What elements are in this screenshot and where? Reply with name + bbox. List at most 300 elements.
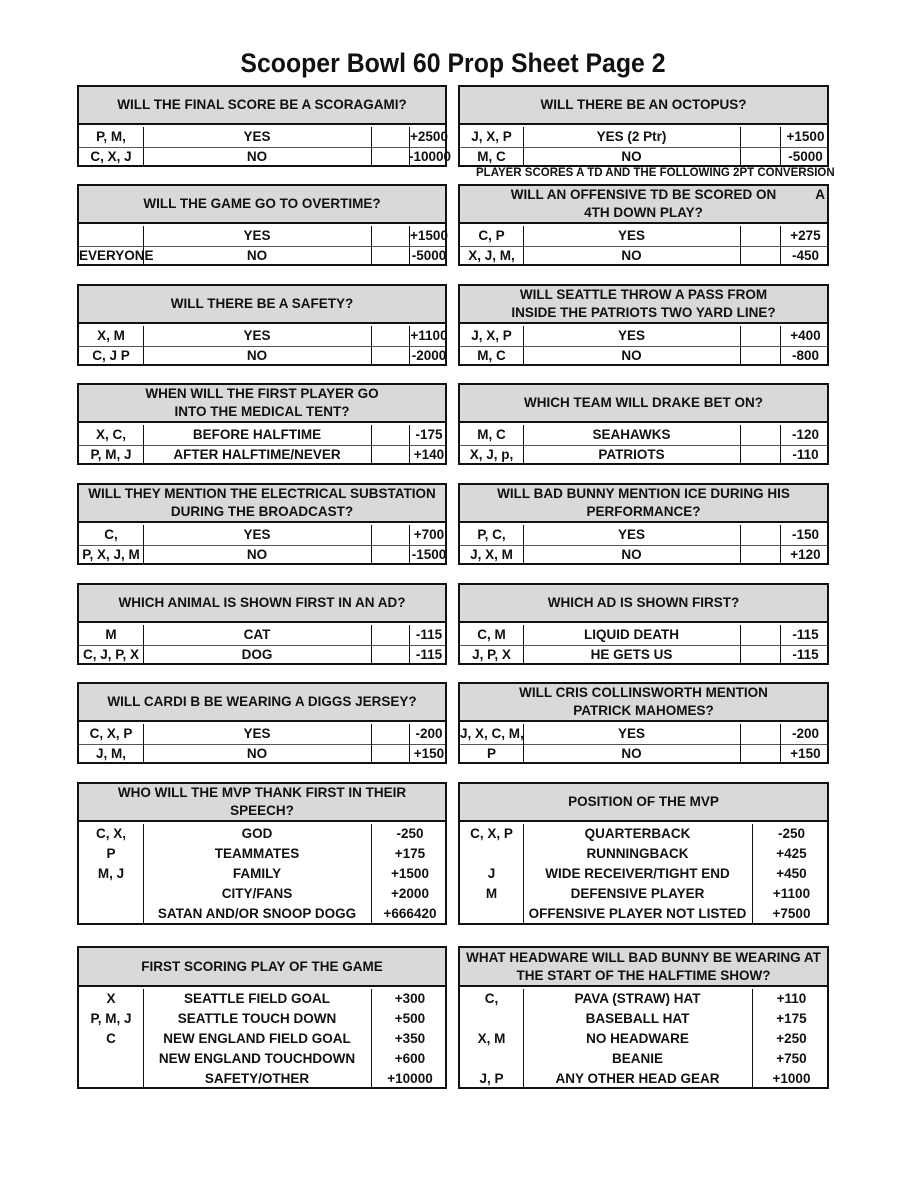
prop-row bbox=[460, 1049, 827, 1069]
prop-15 bbox=[77, 782, 447, 925]
question-line: WILL CARDI B BE WEARING A DIGGS JERSEY? bbox=[107, 694, 417, 709]
row-props: C, X, P bbox=[470, 826, 513, 841]
question-text bbox=[141, 958, 383, 976]
row-props: P, M, J bbox=[90, 447, 132, 462]
question-line: DURING THE BROADCAST? bbox=[170, 504, 354, 519]
question-line: INTO THE MEDICAL TENT? bbox=[174, 404, 350, 419]
row-props: C, X, bbox=[95, 826, 126, 841]
prop-question bbox=[79, 784, 445, 822]
question-text bbox=[568, 793, 719, 811]
column-divider bbox=[371, 824, 372, 923]
row-odds: +1500 bbox=[391, 866, 429, 881]
prop-row bbox=[460, 346, 827, 366]
row-props: P, X, J, M bbox=[82, 547, 140, 562]
row-odds: +175 bbox=[776, 1011, 807, 1026]
prop-question bbox=[79, 485, 445, 523]
row-odds: -200 bbox=[791, 726, 820, 741]
row-blank bbox=[740, 127, 780, 147]
prop-question bbox=[460, 784, 827, 822]
row-props: C bbox=[106, 1031, 116, 1046]
column-divider bbox=[523, 824, 524, 923]
prop-row bbox=[460, 525, 827, 546]
column-divider bbox=[409, 326, 410, 364]
row-props: X, J, M, bbox=[468, 248, 515, 263]
prop-row bbox=[79, 744, 445, 764]
question-text bbox=[85, 784, 439, 820]
column-divider bbox=[740, 625, 741, 663]
prop-row bbox=[79, 147, 452, 167]
row-blank bbox=[371, 625, 409, 645]
row-odds: +350 bbox=[394, 1031, 426, 1046]
row-props: X, M bbox=[477, 1031, 506, 1046]
prop-row bbox=[79, 904, 445, 924]
column-divider bbox=[371, 625, 372, 663]
prop-7 bbox=[77, 383, 447, 465]
question-text bbox=[107, 693, 416, 711]
prop-9 bbox=[77, 483, 447, 565]
page-title: Scooper Bowl 60 Prop Sheet Page 2 bbox=[240, 48, 666, 78]
prop-question bbox=[79, 87, 445, 125]
column-divider bbox=[752, 824, 753, 923]
prop-row bbox=[79, 127, 448, 148]
question-line: WILL THE GAME GO TO OVERTIME? bbox=[143, 196, 381, 211]
prop-question bbox=[460, 485, 827, 523]
row-odds: +140 bbox=[413, 447, 445, 462]
question-line: PERFORMANCE? bbox=[586, 504, 701, 519]
prop-row bbox=[460, 864, 827, 884]
prop-row bbox=[460, 127, 827, 148]
question-text bbox=[511, 286, 775, 322]
row-odds: +250 bbox=[776, 1031, 807, 1046]
row-blank bbox=[740, 246, 780, 266]
row-choice: WIDE RECEIVER/TIGHT END bbox=[545, 866, 730, 881]
row-choice: SEATTLE TOUCH DOWN bbox=[177, 1011, 337, 1026]
row-props: X, M bbox=[97, 328, 125, 343]
row-props: C, J P bbox=[92, 348, 130, 363]
prop-row bbox=[79, 226, 448, 247]
row-odds: +150 bbox=[413, 746, 445, 761]
column-divider bbox=[523, 625, 524, 663]
row-odds: +700 bbox=[413, 527, 445, 542]
row-odds: +600 bbox=[394, 1051, 426, 1066]
row-props: C, X, J bbox=[90, 149, 132, 164]
row-props: M, C bbox=[477, 149, 506, 164]
row-odds: +750 bbox=[776, 1051, 807, 1066]
row-props: J, M, bbox=[95, 746, 126, 761]
question-line: WILL SEATTLE THROW A PASS FROM bbox=[519, 287, 768, 302]
row-props: M bbox=[105, 627, 117, 642]
prop-row bbox=[79, 425, 445, 446]
row-choice: GOD bbox=[241, 826, 273, 841]
row-blank bbox=[371, 724, 409, 744]
prop-question bbox=[79, 385, 445, 423]
row-props: M, J bbox=[97, 866, 125, 881]
row-props: C, J, P, X bbox=[82, 647, 140, 662]
prop-row bbox=[79, 724, 445, 745]
row-odds: +7500 bbox=[772, 906, 811, 921]
row-odds: -250 bbox=[396, 826, 424, 841]
column-divider bbox=[409, 226, 410, 264]
row-choice: NO bbox=[621, 547, 642, 562]
prop-12 bbox=[458, 583, 829, 665]
column-divider bbox=[371, 127, 372, 165]
row-props: J, P bbox=[479, 1071, 504, 1086]
row-odds: +450 bbox=[776, 866, 807, 881]
row-blank bbox=[740, 724, 780, 744]
column-divider bbox=[371, 989, 372, 1087]
column-divider bbox=[740, 326, 741, 364]
row-odds: +275 bbox=[790, 228, 821, 243]
row-odds: +1000 bbox=[772, 1071, 811, 1086]
prop-5 bbox=[77, 284, 447, 366]
question-text bbox=[519, 684, 768, 720]
row-odds: +666420 bbox=[383, 906, 437, 921]
question-text bbox=[511, 186, 777, 222]
row-choice: YES (2 Ptr) bbox=[596, 129, 667, 144]
prop-row bbox=[460, 904, 827, 924]
row-choice: NO bbox=[246, 348, 268, 363]
row-props: C, bbox=[484, 991, 499, 1006]
question-line: 4TH DOWN PLAY? bbox=[584, 205, 703, 220]
question-text bbox=[171, 295, 354, 313]
row-odds: +110 bbox=[776, 991, 807, 1006]
row-blank bbox=[371, 127, 409, 147]
prop-question bbox=[460, 385, 827, 423]
row-props: J bbox=[487, 866, 496, 881]
prop-question bbox=[79, 684, 445, 722]
row-props bbox=[460, 904, 523, 924]
column-divider bbox=[740, 525, 741, 563]
row-odds: +400 bbox=[790, 328, 821, 343]
prop-row bbox=[79, 989, 445, 1009]
row-props bbox=[460, 1009, 523, 1029]
row-props: M, C bbox=[477, 427, 506, 442]
row-odds: -150 bbox=[791, 527, 820, 542]
row-blank bbox=[740, 625, 780, 645]
column-divider bbox=[143, 625, 144, 663]
row-choice: DOG bbox=[241, 647, 273, 662]
row-props: P, M, J bbox=[90, 1011, 132, 1026]
question-text bbox=[497, 485, 790, 521]
prop-13 bbox=[77, 682, 447, 764]
column-divider bbox=[780, 724, 781, 762]
column-divider bbox=[780, 425, 781, 463]
row-choice: HE GETS US bbox=[590, 647, 673, 662]
row-choice: NO bbox=[246, 746, 268, 761]
row-choice: FAMILY bbox=[232, 866, 282, 881]
row-odds: +10000 bbox=[387, 1071, 433, 1086]
row-odds: -2000 bbox=[411, 348, 447, 363]
row-props: P bbox=[486, 746, 496, 761]
row-blank bbox=[371, 525, 409, 545]
row-props: J, P, X bbox=[472, 647, 511, 662]
row-choice: LIQUID DEATH bbox=[584, 627, 679, 642]
column-divider bbox=[409, 425, 410, 463]
row-props: P bbox=[106, 846, 116, 861]
prop-row bbox=[79, 645, 445, 665]
row-choice: BEANIE bbox=[611, 1051, 663, 1066]
row-odds: +425 bbox=[776, 846, 807, 861]
question-text bbox=[119, 594, 406, 612]
question-line: WILL THERE BE AN OCTOPUS? bbox=[540, 97, 747, 112]
row-props: J, X, P bbox=[471, 129, 512, 144]
question-marker: A bbox=[815, 187, 825, 202]
row-odds: -110 bbox=[792, 447, 819, 462]
row-choice: NEW ENGLAND FIELD GOAL bbox=[163, 1031, 351, 1046]
row-props bbox=[79, 904, 143, 924]
column-divider bbox=[371, 226, 372, 264]
row-props: EVERYONE bbox=[79, 248, 154, 263]
question-line: POSITION OF THE MVP bbox=[568, 794, 719, 809]
column-divider bbox=[780, 625, 781, 663]
prop-question bbox=[460, 286, 827, 324]
prop-row bbox=[460, 645, 827, 665]
prop-row bbox=[79, 824, 445, 844]
prop-row bbox=[460, 1029, 827, 1049]
prop-row bbox=[460, 226, 827, 247]
question-text bbox=[145, 385, 378, 421]
prop-10 bbox=[458, 483, 829, 565]
question-line: WHICH ANIMAL IS SHOWN FIRST IN AN AD? bbox=[118, 595, 406, 610]
row-blank bbox=[740, 445, 780, 465]
prop-3 bbox=[77, 184, 447, 266]
row-odds: +150 bbox=[790, 746, 821, 761]
row-odds: -115 bbox=[792, 627, 819, 642]
row-choice: TEAMMATES bbox=[214, 846, 300, 861]
row-choice: PATRIOTS bbox=[598, 447, 665, 462]
question-text bbox=[88, 485, 436, 521]
row-props: X, J, p, bbox=[469, 447, 514, 462]
row-props: M bbox=[485, 886, 498, 901]
prop-question bbox=[460, 948, 827, 987]
column-divider bbox=[143, 226, 144, 264]
question-line: WHICH TEAM WILL DRAKE BET ON? bbox=[524, 395, 763, 410]
question-text bbox=[466, 949, 821, 985]
prop-row bbox=[79, 545, 445, 565]
column-divider bbox=[780, 326, 781, 364]
prop-14 bbox=[458, 682, 829, 764]
prop-row bbox=[79, 864, 445, 884]
octopus-note: PLAYER SCORES A TD AND THE FOLLOWING 2PT CONVERSION bbox=[476, 167, 835, 179]
question-line: WILL THEY MENTION THE ELECTRICAL SUBSTATION bbox=[88, 486, 436, 501]
prop-row bbox=[460, 844, 827, 864]
row-odds: +500 bbox=[394, 1011, 426, 1026]
column-divider bbox=[523, 326, 524, 364]
question-line: WILL CRIS COLLINSWORTH MENTION bbox=[519, 685, 768, 700]
row-choice: YES bbox=[243, 726, 271, 741]
prop-row bbox=[79, 525, 445, 546]
row-choice: BEFORE HALFTIME bbox=[192, 427, 322, 442]
row-odds: +1500 bbox=[786, 129, 825, 144]
prop-row bbox=[79, 884, 445, 904]
row-props bbox=[460, 844, 523, 864]
prop-11 bbox=[77, 583, 447, 665]
row-choice: YES bbox=[243, 129, 271, 144]
row-odds: -175 bbox=[415, 427, 443, 442]
row-props bbox=[79, 1049, 143, 1069]
prop-row bbox=[79, 625, 445, 646]
column-divider bbox=[143, 724, 144, 762]
row-blank bbox=[740, 326, 780, 346]
row-choice: YES bbox=[617, 527, 645, 542]
row-blank bbox=[371, 445, 409, 465]
row-choice: NO bbox=[246, 149, 268, 164]
row-props: C, P bbox=[478, 228, 505, 243]
row-blank bbox=[371, 545, 409, 565]
prop-16 bbox=[458, 782, 829, 925]
row-props: P, M, bbox=[96, 129, 126, 144]
prop-row bbox=[460, 445, 827, 465]
row-choice: CAT bbox=[243, 627, 271, 642]
prop-row bbox=[460, 625, 827, 646]
row-odds: +2000 bbox=[391, 886, 429, 901]
row-odds: -5000 bbox=[411, 248, 447, 263]
row-odds: -115 bbox=[415, 647, 443, 662]
row-props: X, C, bbox=[95, 427, 126, 442]
column-divider bbox=[143, 425, 144, 463]
prop-6 bbox=[458, 284, 829, 366]
row-odds: +120 bbox=[790, 547, 821, 562]
prop-row bbox=[79, 1049, 445, 1069]
column-divider bbox=[371, 326, 372, 364]
column-divider bbox=[143, 326, 144, 364]
column-divider bbox=[143, 525, 144, 563]
row-blank bbox=[371, 744, 409, 764]
row-odds: +1500 bbox=[410, 228, 448, 243]
column-divider bbox=[371, 425, 372, 463]
row-choice: YES bbox=[243, 328, 271, 343]
row-props bbox=[79, 1069, 143, 1089]
row-odds: -115 bbox=[415, 627, 443, 642]
row-props: X bbox=[106, 991, 116, 1006]
row-choice: NO bbox=[621, 248, 642, 263]
prop-question bbox=[79, 286, 445, 324]
row-blank bbox=[740, 147, 780, 167]
column-divider bbox=[143, 989, 144, 1087]
row-choice: NO bbox=[621, 348, 642, 363]
row-blank bbox=[371, 147, 409, 167]
question-line: WILL THERE BE A SAFETY? bbox=[170, 296, 354, 311]
row-choice: PAVA (STRAW) HAT bbox=[574, 991, 701, 1006]
prop-1 bbox=[77, 85, 452, 167]
prop-row bbox=[79, 326, 448, 347]
column-divider bbox=[371, 724, 372, 762]
row-blank bbox=[371, 645, 409, 665]
question-text bbox=[540, 96, 746, 114]
row-odds: -10000 bbox=[409, 149, 452, 164]
row-choice: NO bbox=[621, 746, 642, 761]
prop-question bbox=[79, 585, 445, 623]
row-odds: -200 bbox=[415, 726, 443, 741]
column-divider bbox=[780, 525, 781, 563]
row-blank bbox=[371, 346, 409, 366]
column-divider bbox=[780, 226, 781, 264]
row-blank bbox=[371, 226, 409, 246]
column-divider bbox=[740, 226, 741, 264]
row-choice: SEAHAWKS bbox=[592, 427, 671, 442]
prop-row bbox=[460, 989, 827, 1009]
row-odds: +2500 bbox=[410, 129, 448, 144]
row-choice: RUNNINGBACK bbox=[586, 846, 689, 861]
prop-row bbox=[460, 1009, 827, 1029]
row-odds: -800 bbox=[791, 348, 820, 363]
row-odds: -450 bbox=[791, 248, 820, 263]
column-divider bbox=[740, 724, 741, 762]
row-props: C, X, P bbox=[89, 726, 133, 741]
column-divider bbox=[523, 525, 524, 563]
row-choice: YES bbox=[243, 228, 271, 243]
row-blank bbox=[740, 226, 780, 246]
column-divider bbox=[143, 824, 144, 923]
column-divider bbox=[780, 127, 781, 165]
prop-row bbox=[460, 1069, 827, 1089]
prop-2 bbox=[458, 85, 829, 167]
column-divider bbox=[523, 226, 524, 264]
row-blank bbox=[371, 246, 409, 266]
row-odds: -115 bbox=[792, 647, 819, 662]
row-choice: ANY OTHER HEAD GEAR bbox=[555, 1071, 720, 1086]
column-divider bbox=[143, 127, 144, 165]
column-divider bbox=[409, 724, 410, 762]
row-props: J, X, P bbox=[471, 328, 512, 343]
question-line: FIRST SCORING PLAY OF THE GAME bbox=[141, 958, 383, 974]
row-props bbox=[79, 884, 143, 904]
row-odds: -5000 bbox=[788, 149, 823, 164]
row-choice: SATAN AND/OR SNOOP DOGG bbox=[157, 906, 357, 921]
question-text bbox=[548, 594, 740, 612]
row-blank bbox=[371, 326, 409, 346]
prop-row bbox=[460, 326, 827, 347]
column-divider bbox=[740, 425, 741, 463]
row-odds: -1500 bbox=[411, 547, 447, 562]
row-props: C, bbox=[104, 527, 118, 542]
row-choice: YES bbox=[617, 228, 645, 243]
prop-row bbox=[79, 844, 445, 864]
question-line: WILL BAD BUNNY MENTION ICE DURING HIS bbox=[497, 486, 790, 501]
column-divider bbox=[752, 989, 753, 1087]
question-line: WILL AN OFFENSIVE TD BE SCORED ON bbox=[510, 187, 777, 202]
prop-8 bbox=[458, 383, 829, 465]
question-line: WHICH AD IS SHOWN FIRST? bbox=[547, 595, 740, 610]
prop-row bbox=[79, 1029, 445, 1049]
prop-row bbox=[460, 545, 827, 565]
row-props bbox=[460, 1049, 523, 1069]
prop-row bbox=[79, 346, 445, 366]
question-line: WHAT HEADWARE WILL BAD BUNNY BE WEARING AT bbox=[466, 949, 821, 965]
column-divider bbox=[740, 127, 741, 165]
row-props bbox=[79, 226, 143, 246]
row-choice: DEFENSIVE PLAYER bbox=[570, 886, 705, 901]
prop-18 bbox=[458, 946, 829, 1089]
row-blank bbox=[740, 645, 780, 665]
question-line: INSIDE THE PATRIOTS TWO YARD LINE? bbox=[511, 305, 776, 320]
row-blank bbox=[371, 425, 409, 445]
column-divider bbox=[523, 127, 524, 165]
row-choice: NEW ENGLAND TOUCHDOWN bbox=[158, 1051, 356, 1066]
column-divider bbox=[371, 525, 372, 563]
row-choice: SAFETY/OTHER bbox=[204, 1071, 310, 1086]
column-divider bbox=[409, 127, 410, 165]
question-text bbox=[143, 195, 380, 213]
row-choice: BASEBALL HAT bbox=[585, 1011, 690, 1026]
row-odds: +175 bbox=[394, 846, 426, 861]
prop-17 bbox=[77, 946, 447, 1089]
prop-row bbox=[460, 884, 827, 904]
row-blank bbox=[740, 346, 780, 366]
row-choice: NO bbox=[621, 149, 642, 164]
row-odds: +1100 bbox=[772, 886, 811, 901]
question-line: THE START OF THE HALFTIME SHOW? bbox=[516, 967, 771, 983]
